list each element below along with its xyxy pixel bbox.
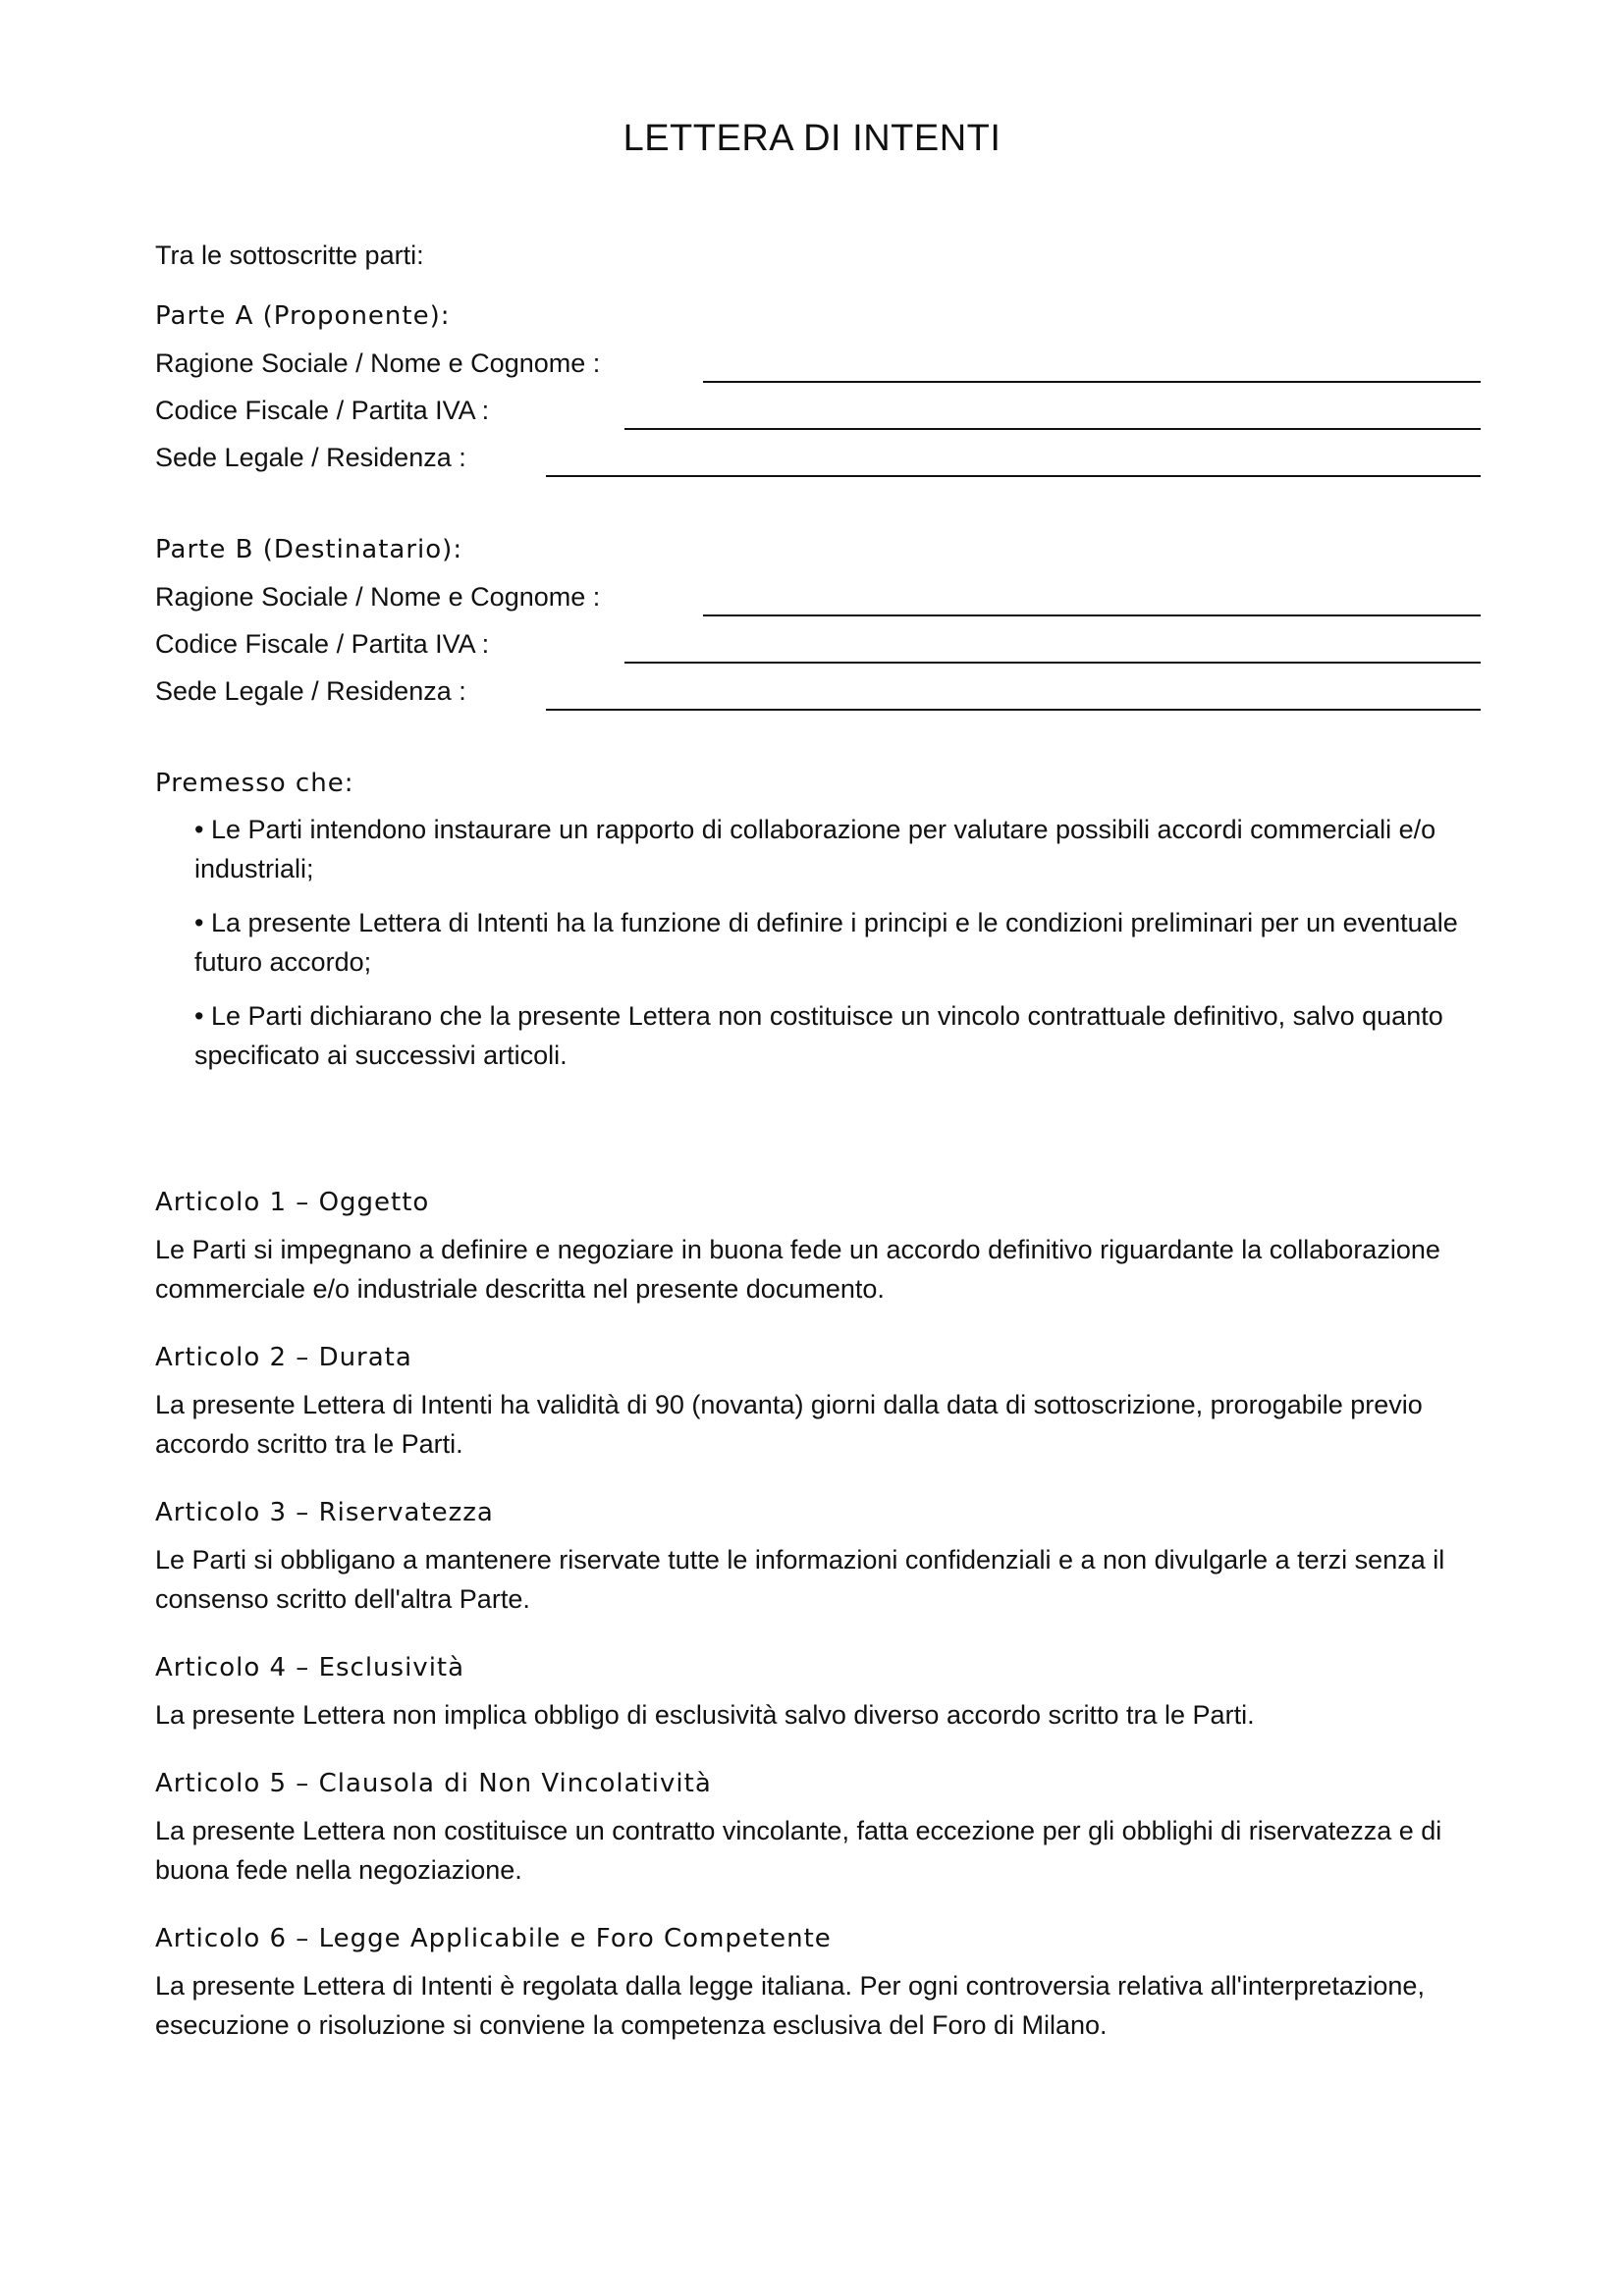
party-b-name-line[interactable]	[703, 614, 1481, 616]
party-b-address-field[interactable]	[155, 671, 1481, 711]
party-a-address-field[interactable]	[155, 438, 1481, 477]
party-b-taxcode-field[interactable]	[155, 624, 1481, 664]
party-b-taxcode-label: Codice Fiscale / Partita IVA :	[155, 629, 490, 659]
party-b-taxcode-line[interactable]	[624, 662, 1481, 664]
premise-bullet: • La presente Lettera di Intenti ha la funzione di definire i principi e le condizioni preliminari per un eventuale futuro accordo;	[194, 908, 1458, 977]
article-body: La presente Lettera non costituisce un contratto vincolante, fatta eccezione per gli obblighi di riservatezza e di buona fede nella negoziazione.	[155, 1816, 1442, 1885]
premise-bullet: • Le Parti dichiarano che la presente Lettera non costituisce un vincolo contrattuale definitivo, salvo quanto specificato ai successivi articoli.	[194, 1001, 1443, 1070]
document-title: LETTERA DI INTENTI	[623, 118, 1001, 159]
article-body: La presente Lettera di Intenti è regolata dalla legge italiana. Per ogni controversia relativa all'interpretazione, esecuzione o risoluzione si conviene la competenza esclusiva del Foro di Milano.	[155, 1971, 1425, 2040]
party-b-address-line[interactable]	[546, 709, 1481, 711]
party-a-name-line[interactable]	[703, 381, 1481, 383]
party-b-address-label: Sede Legale / Residenza :	[155, 676, 466, 706]
party-a-name-field[interactable]	[155, 344, 1481, 383]
intro-text: Tra le sottoscritte parti:	[155, 240, 424, 270]
article-heading: Articolo 4 – Esclusività	[155, 1653, 465, 1682]
article-body: Le Parti si obbligano a mantenere riservate tutte le informazioni confidenziali e a non divulgarle a terzi senza il consenso scritto dell'altra Parte.	[155, 1545, 1445, 1614]
article-body: La presente Lettera di Intenti ha validità di 90 (novanta) giorni dalla data di sottoscrizione, prorogabile previo accordo scritto tra le Parti.	[155, 1390, 1423, 1459]
party-b-name-field[interactable]	[155, 577, 1481, 616]
party-a-taxcode-line[interactable]	[624, 428, 1481, 430]
party-a-address-line[interactable]	[546, 475, 1481, 477]
article-heading: Articolo 1 – Oggetto	[155, 1188, 430, 1217]
party-a-taxcode-label: Codice Fiscale / Partita IVA :	[155, 396, 490, 425]
party-b-name-label: Ragione Sociale / Nome e Cognome :	[155, 582, 601, 612]
article-heading: Articolo 2 – Durata	[155, 1343, 412, 1372]
premise-heading: Premesso che:	[155, 769, 354, 798]
article-heading: Articolo 3 – Riservatezza	[155, 1498, 494, 1527]
party-a-address-label: Sede Legale / Residenza :	[155, 443, 466, 472]
party-a-heading: Parte A (Proponente):	[155, 301, 451, 331]
party-a-name-label: Ragione Sociale / Nome e Cognome :	[155, 348, 601, 378]
premise-bullet: • Le Parti intendono instaurare un rapporto di collaborazione per valutare possibili accordi commerciali e/o industriali;	[194, 815, 1436, 883]
party-a-taxcode-field[interactable]	[155, 391, 1481, 430]
party-b-heading: Parte B (Destinatario):	[155, 535, 463, 564]
article-body: Le Parti si impegnano a definire e negoziare in buona fede un accordo definitivo riguardante la collaborazione commerciale e/o industriale descritta nel presente documento.	[155, 1235, 1440, 1304]
article-heading: Articolo 5 – Clausola di Non Vincolatività	[155, 1769, 712, 1798]
article-heading: Articolo 6 – Legge Applicabile e Foro Competente	[155, 1924, 832, 1953]
article-body: La presente Lettera non implica obbligo di esclusività salvo diverso accordo scritto tra le Parti.	[155, 1700, 1255, 1730]
